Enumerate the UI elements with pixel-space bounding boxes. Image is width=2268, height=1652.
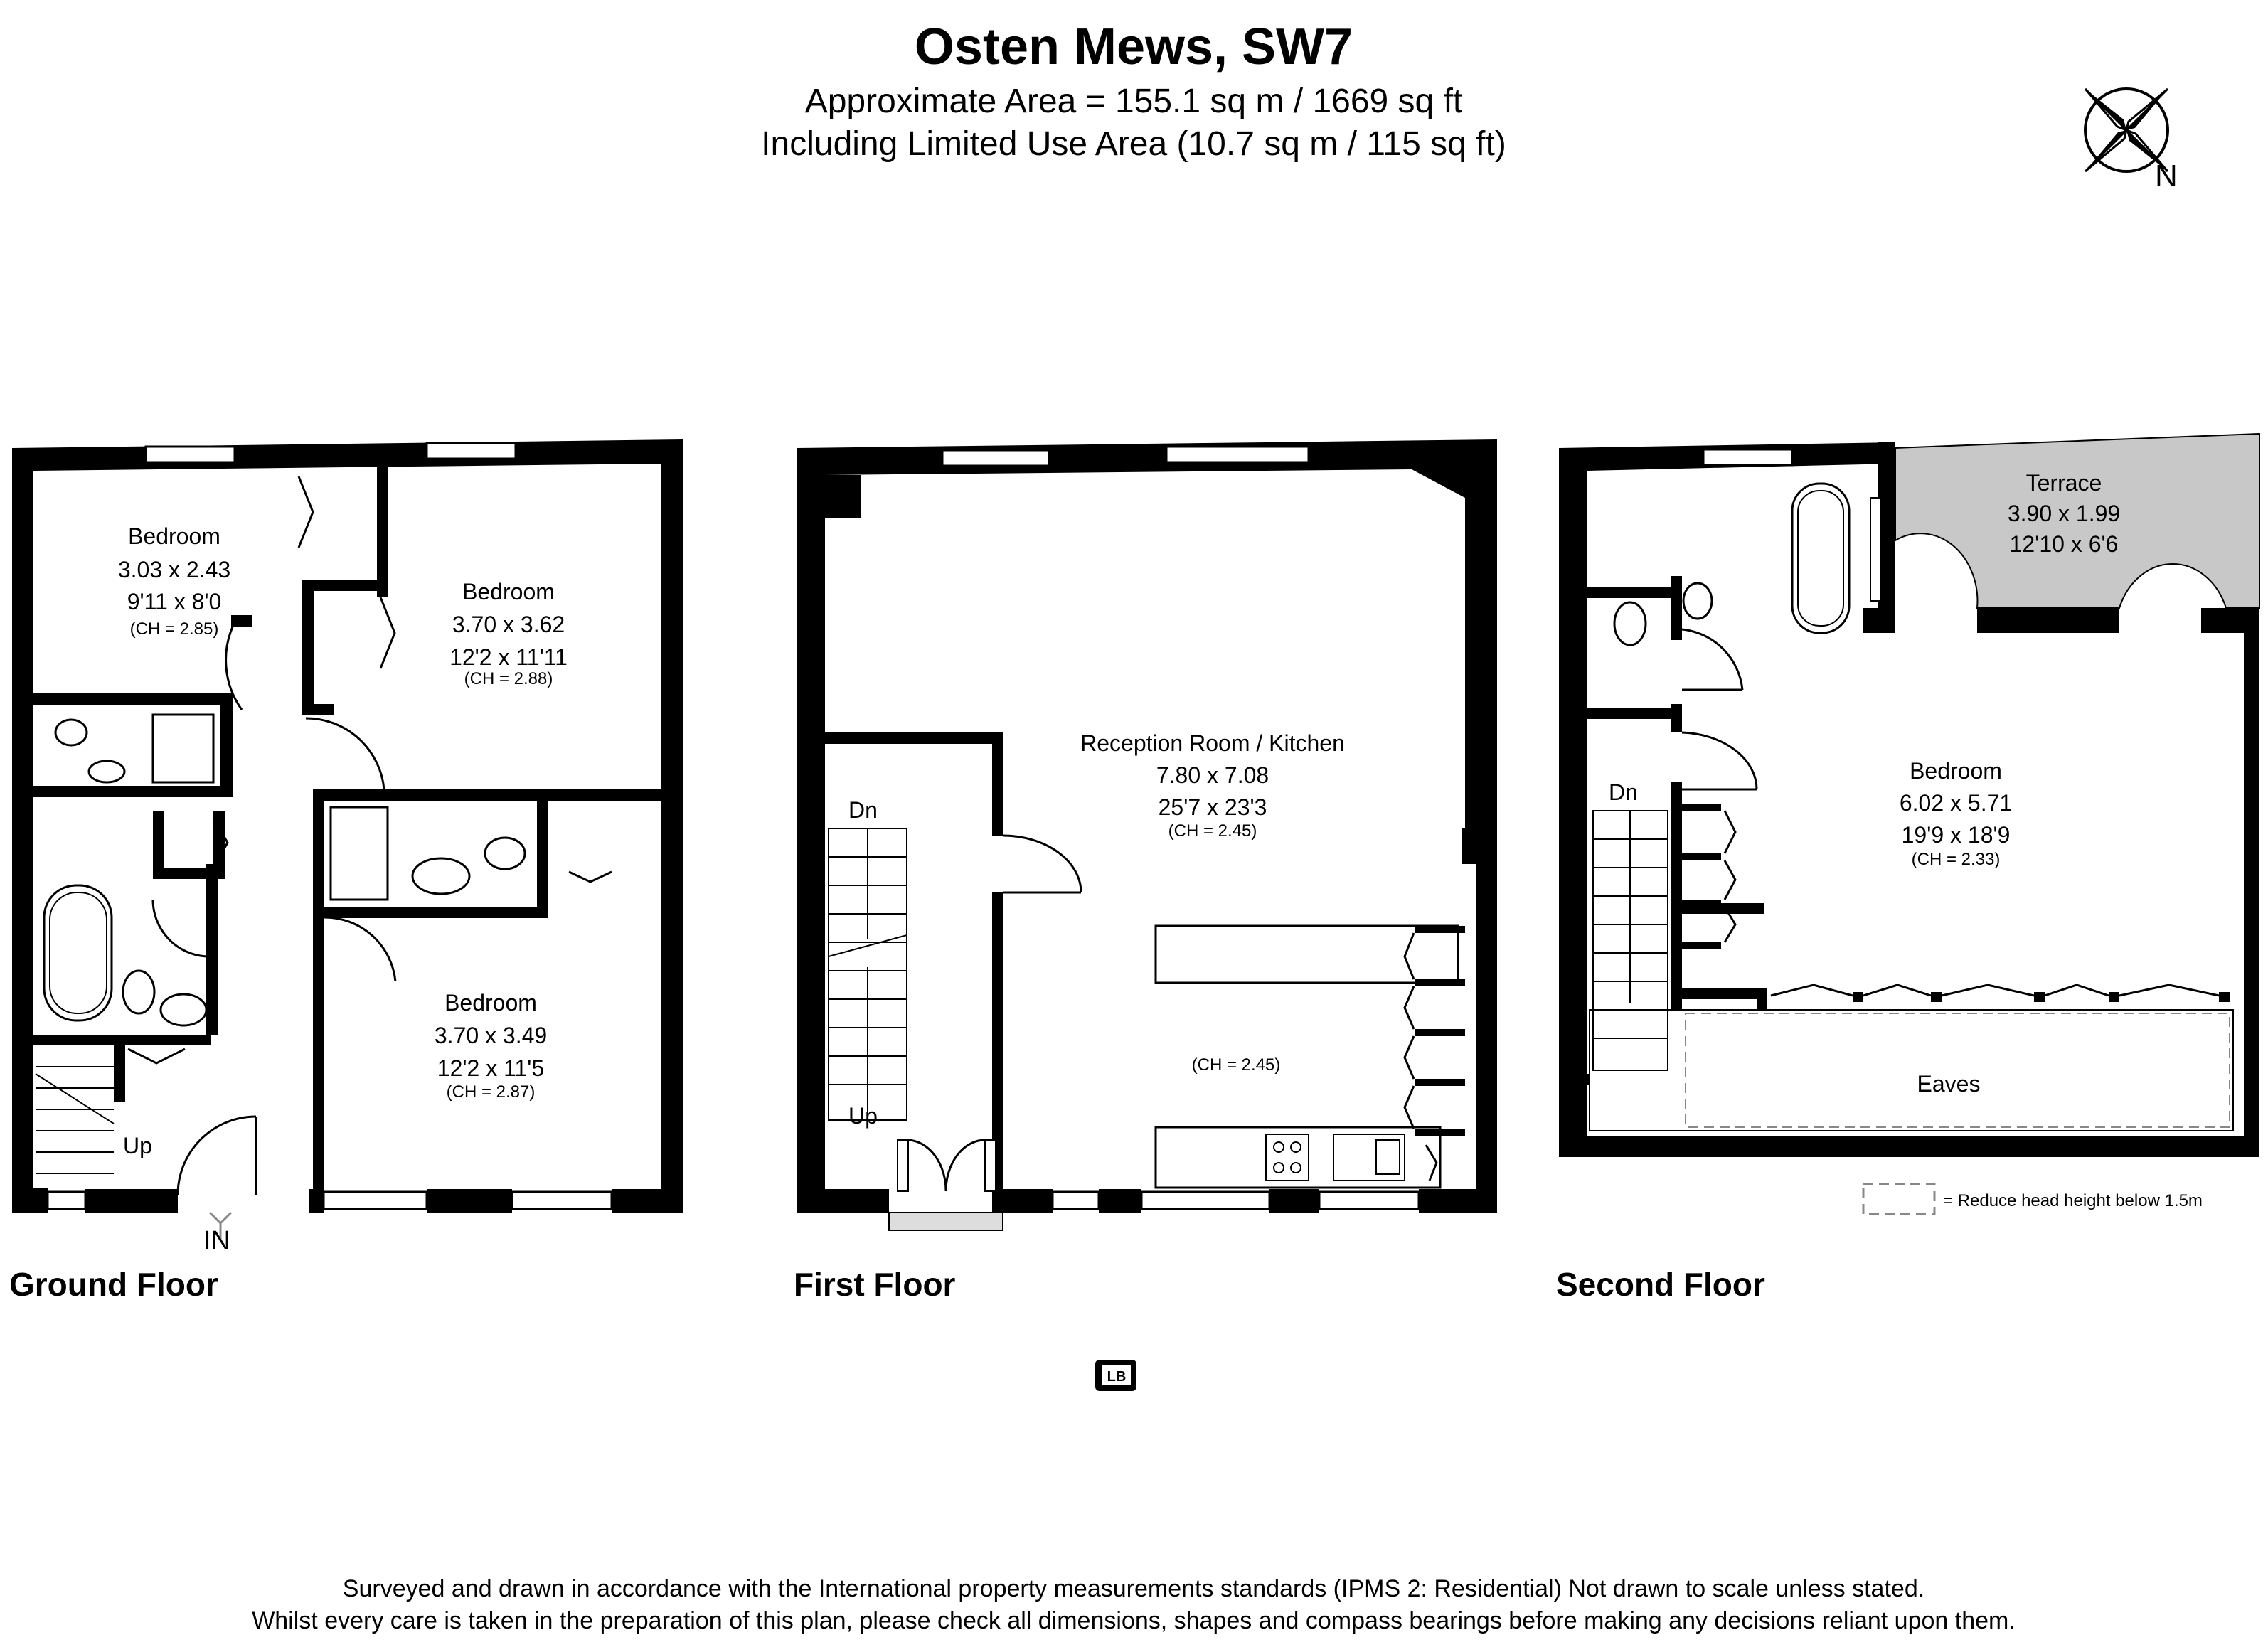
ground-bedroom-3-ceiling: (CH = 2.87) — [446, 1082, 536, 1102]
footer-line-1: Surveyed and drawn in accordance with the International property measurements standards (IPMS 2: Residential) Not drawn to scale unless stated. — [342, 1575, 1925, 1602]
terrace-metric: 3.90 x 1.99 — [2007, 501, 2121, 526]
first-floor-label: First Floor — [794, 1266, 956, 1303]
approximate-area: Approximate Area = 155.1 sq m / 1669 sq ft — [804, 82, 1463, 120]
limited-use-area: Including Limited Use Area (10.7 sq m / 115 sq ft) — [761, 125, 1506, 163]
second-bedroom-ceiling: (CH = 2.33) — [1911, 850, 2001, 869]
ground-bedroom-2-imperial: 12'2 x 11'11 — [449, 644, 568, 670]
first-stairs-up-label: Up — [848, 1103, 878, 1129]
ground-floor-plan — [12, 439, 683, 1241]
svg-text:LB: LB — [1107, 1369, 1127, 1385]
first-stairs-down-label: Dn — [848, 797, 878, 823]
kitchen-ceiling: (CH = 2.45) — [1191, 1055, 1281, 1075]
second-stairs-down-label: Dn — [1609, 779, 1638, 805]
first-floor-plan — [797, 439, 1497, 1230]
ground-stairs-up-label: Up — [123, 1133, 152, 1158]
ground-bedroom-2-name: Bedroom — [462, 579, 555, 604]
footer-line-2: Whilst every care is taken in the preparation of this plan, please check all dimensions, shapes and compass bearings before making any decisions reliant upon them. — [252, 1607, 2016, 1634]
ground-bedroom-3-imperial: 12'2 x 11'5 — [437, 1055, 545, 1081]
ground-bedroom-1-imperial: 9'11 x 8'0 — [127, 589, 222, 614]
second-bedroom-imperial: 19'9 x 18'9 — [1901, 822, 2011, 848]
entrance-label: IN — [203, 1226, 230, 1256]
plan-title: Osten Mews, SW7 — [914, 18, 1353, 75]
lb-logo — [1095, 1360, 1136, 1391]
second-bedroom-metric: 6.02 x 5.71 — [1899, 790, 2013, 816]
reception-room-imperial: 25'7 x 23'3 — [1158, 794, 1267, 820]
eaves-label: Eaves — [1917, 1071, 1981, 1097]
ground-bedroom-2-ceiling: (CH = 2.88) — [464, 669, 553, 688]
ground-bedroom-1-name: Bedroom — [128, 523, 220, 549]
compass-north-label: N — [2155, 159, 2178, 193]
reception-room-ceiling: (CH = 2.45) — [1168, 821, 1257, 841]
reception-room-metric: 7.80 x 7.08 — [1156, 762, 1269, 788]
second-bedroom-name: Bedroom — [1910, 758, 2002, 784]
reception-room-name: Reception Room / Kitchen — [1080, 730, 1345, 756]
ground-bedroom-1-ceiling: (CH = 2.85) — [129, 619, 219, 639]
ground-bedroom-2-metric: 3.70 x 3.62 — [452, 612, 565, 637]
terrace-imperial: 12'10 x 6'6 — [2009, 531, 2119, 557]
ground-bedroom-1-metric: 3.03 x 2.43 — [117, 557, 231, 582]
second-floor-label: Second Floor — [1556, 1266, 1765, 1303]
ground-bedroom-3-name: Bedroom — [444, 990, 537, 1016]
head-height-legend: = Reduce head height below 1.5m — [1943, 1191, 2203, 1210]
terrace-name: Terrace — [2025, 470, 2102, 496]
ground-floor-label: Ground Floor — [9, 1266, 218, 1303]
ground-bedroom-3-metric: 3.70 x 3.49 — [434, 1023, 548, 1048]
